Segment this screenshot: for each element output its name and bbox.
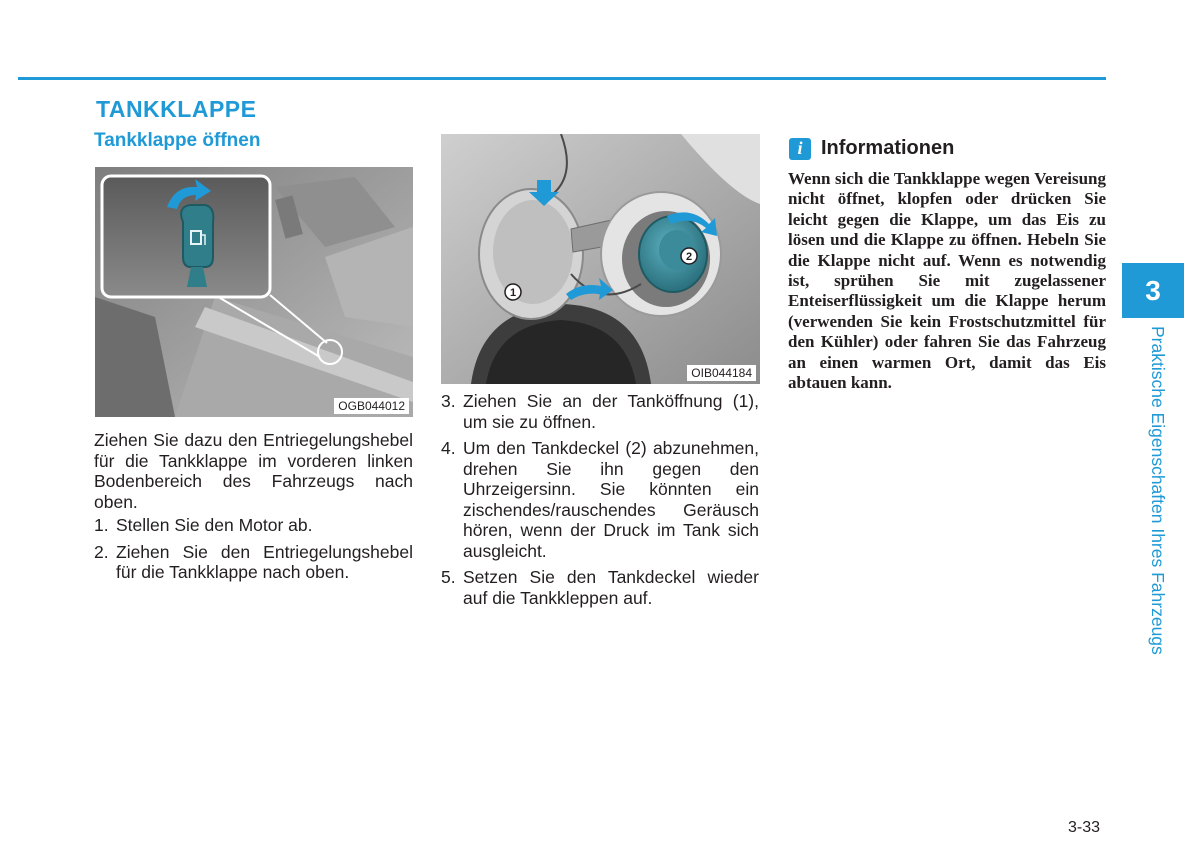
step-text: Ziehen Sie den Entriegelungshebel für die Tankklappe nach oben. [116, 541, 413, 582]
info-text: Wenn sich die Tankklappe wegen Vereisung nicht öffnet, klopfen oder drücken Sie leicht gegen die Klappe, um das Eis zu lösen und die Klappe zu öffnen. Hebeln Sie die Klappe nicht auf. Wenn es notwendig ist, sprühen Sie mit zugelassener Enteiserflüssigkeit um die Klappe herum (verwenden Sie kein Frostschutzmittel für den Kühler) oder fahren Sie das Fahrzeug an einen warmen Ort, damit das Eis abtauen kann. [788, 169, 1106, 393]
step-text: Ziehen Sie an der Tanköffnung (1), um sie zu öffnen. [463, 391, 759, 432]
step-item [94, 515, 413, 536]
info-icon: i [789, 138, 811, 160]
step-item [94, 542, 413, 583]
info-title: Informationen [821, 137, 955, 159]
top-rule [18, 77, 1106, 80]
step-number: 4. [441, 438, 456, 458]
fuel-door-lever-illustration [95, 167, 413, 417]
page-number: 3-33 [1068, 819, 1101, 836]
step-number: 1. [94, 515, 109, 535]
figure-fuel-door-lever [95, 167, 413, 417]
section-title: TANKKLAPPE [96, 96, 257, 122]
info-header [789, 137, 954, 160]
step-item [441, 567, 759, 608]
subsection-title: Tankklappe öffnen [94, 130, 261, 151]
callout-2: 2 [685, 251, 693, 263]
figure-code-1: OGB044012 [334, 398, 409, 414]
chapter-tab: 3 [1122, 263, 1184, 318]
step-number: 2. [94, 541, 109, 562]
step-number: 5. [441, 567, 456, 587]
steps-list-2 [441, 391, 759, 614]
steps-list-1 [94, 515, 413, 589]
callout-1: 1 [509, 287, 517, 299]
figure-code-2: OIB044184 [687, 365, 756, 381]
chapter-name: Praktische Eigenschaften Ihres Fahrzeugs [1148, 326, 1168, 655]
step-text: Um den Tankdeckel (2) abzunehmen, drehen Sie ihn gegen den Uhrzeigersinn. Sie könnten ein zischendes/rauschendes Geräusch hören, wenn der Druck im Tank sich ausgleicht. [463, 438, 759, 561]
step-item [441, 438, 759, 561]
figure-fuel-filler-cap [441, 134, 760, 384]
step-text: Setzen Sie den Tankdeckel wieder auf die Tankkleppen auf. [463, 567, 759, 608]
step-text: Stellen Sie den Motor ab. [116, 515, 313, 535]
intro-paragraph: Ziehen Sie dazu den Entriegelungshebel für die Tankklappe im vorderen linken Bodenbereich des Fahrzeugs nach oben. [94, 430, 413, 512]
step-number: 3. [441, 391, 456, 411]
step-item [441, 391, 759, 432]
fuel-filler-cap-illustration [441, 134, 760, 384]
